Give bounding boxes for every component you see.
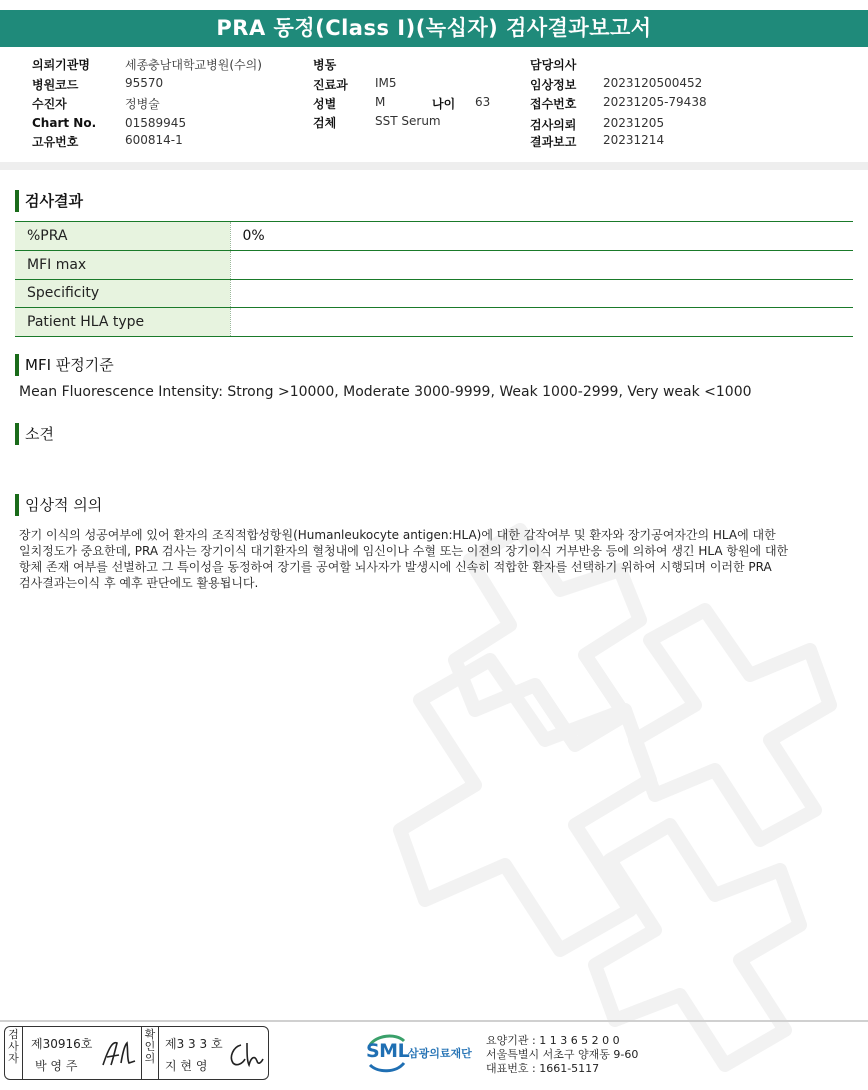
logo-mark: SML — [366, 1040, 410, 1062]
info-value-patient: 정병술 — [125, 97, 160, 111]
table-row — [15, 222, 853, 251]
inspector-name: 박 영 주 — [35, 1059, 78, 1073]
inspector-license-no: 제30916호 — [31, 1037, 93, 1051]
info-label-doctor: 담당의사 — [530, 58, 577, 72]
info-label-unique-no: 고유번호 — [32, 135, 79, 149]
header-separator — [0, 162, 868, 170]
info-value-chart-no: 01589945 — [125, 116, 187, 130]
inspector-label: 검사자 — [5, 1027, 23, 1079]
info-label-clinical-info: 임상정보 — [530, 78, 577, 92]
info-label-report-date: 결과보고 — [530, 135, 577, 149]
section-title-clinical: 임상적 의의 — [15, 494, 102, 516]
clinical-line: 일치정도가 중요한데, PRA 검사는 장기이식 대기환자의 혈청내에 임신이나 수혈 또는 이전의 장기이식 거부반응 등에 의하여 생긴 HLA 항원에 대한 — [19, 544, 789, 558]
info-label-receipt-no: 접수번호 — [530, 97, 577, 111]
confirm-license-no: 제3 3 3 호 — [165, 1037, 223, 1051]
info-value-receipt-no: 20231205-79438 — [603, 95, 707, 109]
info-label-specimen: 검체 — [313, 116, 337, 130]
clinical-line: 장기 이식의 성공여부에 있어 환자의 조직적합성항원(Humanleukocyte antigen:HLA)에 대한 감작여부 및 환자와 장기공여자간의 HLA에 대한 — [19, 528, 776, 542]
info-value-report-date: 20231214 — [603, 133, 665, 147]
corp-line: 대표번호 : 1661-5117 — [486, 1062, 600, 1075]
inspector-signature — [101, 1037, 137, 1071]
info-label-chart-no: Chart No. — [32, 116, 97, 130]
info-label-institution: 의뢰기관명 — [32, 58, 90, 72]
info-label-hospital-code: 병원코드 — [32, 78, 79, 92]
clinical-significance-text — [19, 527, 829, 591]
table-row — [15, 308, 853, 337]
logo-name: 삼광의료재단 — [408, 1047, 472, 1060]
info-label-department: 진료과 — [313, 78, 348, 92]
info-value-sex: M — [375, 95, 386, 109]
result-label-mfi-max: MFI max — [15, 250, 230, 279]
info-value-specimen: SST Serum — [375, 114, 441, 128]
clinical-line: 항체 존재 여부를 선별하고 그 특이성을 동정하여 장기를 공여할 뇌사자가 발생시에 신속히 적합한 환자를 선택하기 위하여 시행되며 이러한 PRA — [19, 560, 772, 574]
confirm-signature — [227, 1039, 265, 1071]
footer-separator — [0, 1020, 868, 1022]
corporate-info — [486, 1034, 638, 1076]
info-label-age: 나이 — [432, 97, 456, 111]
result-value-pra: 0% — [230, 222, 853, 251]
mfi-criteria-text: Mean Fluorescence Intensity: Strong >10000, Moderate 3000-9999, Weak 1000-2999, Very weak <1000 — [19, 384, 752, 400]
info-label-patient: 수진자 — [32, 97, 67, 111]
result-value-mfi-max — [230, 250, 853, 279]
info-value-request-date: 20231205 — [603, 116, 665, 130]
results-table — [15, 221, 853, 337]
table-row — [15, 279, 853, 308]
info-label-request-date: 검사의뢰 — [530, 118, 577, 132]
info-value-unique-no: 600814-1 — [125, 133, 183, 147]
info-label-sex: 성별 — [313, 97, 337, 111]
info-value-department: IM5 — [375, 76, 397, 90]
info-label-ward: 병동 — [313, 58, 337, 72]
section-title-opinion: 소견 — [15, 423, 54, 445]
corp-line: 요양기관 : 1 1 3 6 5 2 0 0 — [486, 1034, 620, 1047]
report-title: PRA 동정(Class I)(녹십자) 검사결과보고서 — [0, 10, 868, 47]
info-value-hospital-code: 95570 — [125, 76, 164, 90]
patient-info — [0, 56, 868, 156]
result-value-hla-type — [230, 308, 853, 337]
section-title-mfi: MFI 판정기준 — [15, 354, 114, 376]
result-label-hla-type: Patient HLA type — [15, 308, 230, 337]
info-value-clinical-info: 2023120500452 — [603, 76, 703, 90]
table-row — [15, 250, 853, 279]
corp-line: 서울특별시 서초구 양재동 9-60 — [486, 1048, 639, 1061]
result-label-specificity: Specificity — [15, 279, 230, 308]
result-value-specificity — [230, 279, 853, 308]
section-title-results: 검사결과 — [15, 190, 83, 212]
info-value-age: 63 — [475, 95, 491, 109]
signature-box — [4, 1026, 269, 1080]
clinical-line: 검사결과는이식 후 예후 판단에도 활용됩니다. — [19, 576, 259, 590]
confirm-label: 확인의 — [141, 1027, 159, 1079]
info-value-institution: 세종충남대학교병원(수의) — [125, 58, 262, 72]
sml-logo — [366, 1033, 481, 1073]
confirm-name: 지 현 영 — [165, 1059, 208, 1073]
result-label-pra: %PRA — [15, 222, 230, 251]
